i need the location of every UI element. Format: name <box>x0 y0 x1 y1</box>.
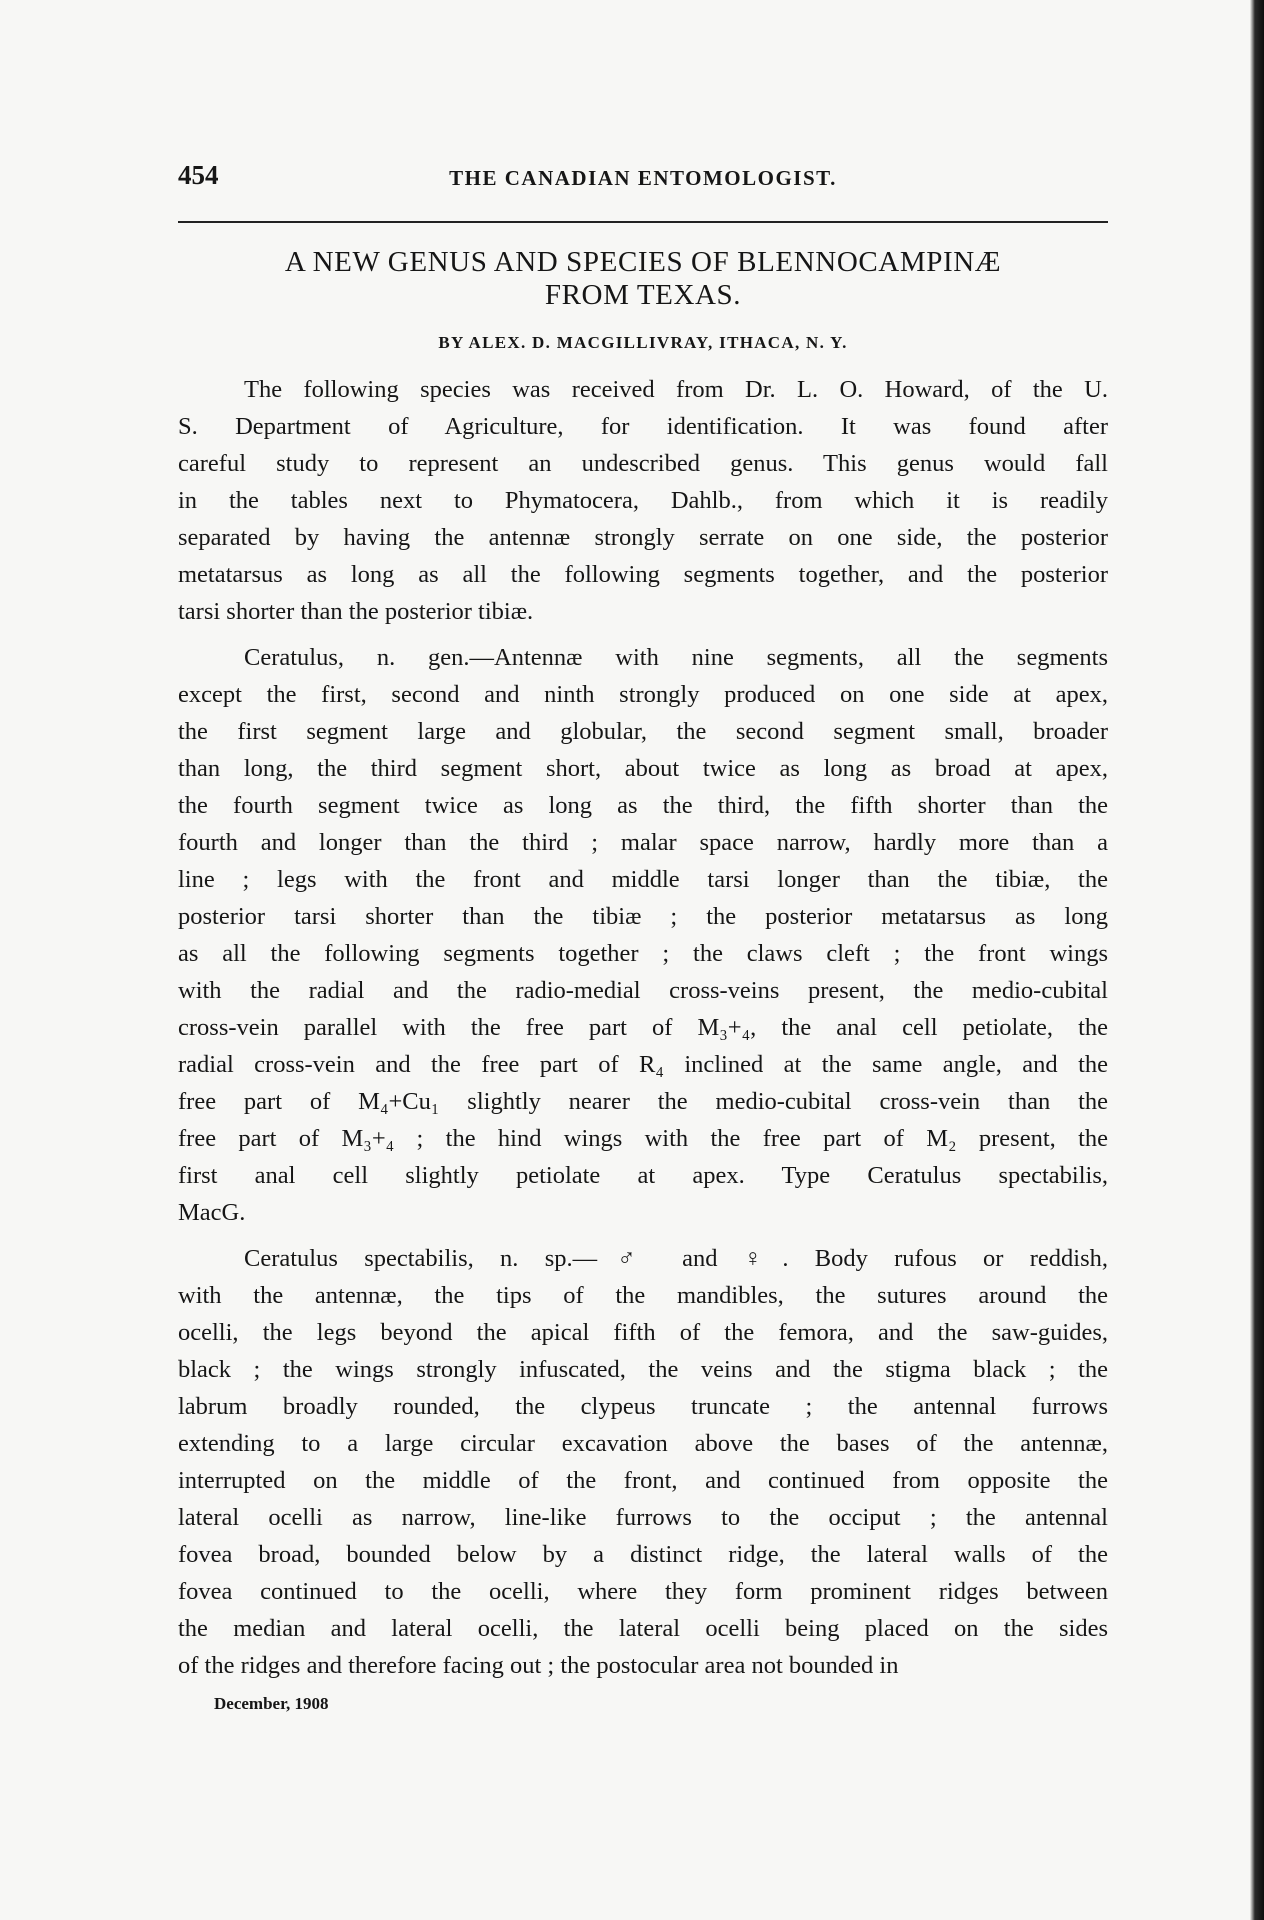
page-edge-shadow <box>1250 0 1264 1920</box>
text-line: fourth and longer than the third ; malar space narrow, hardly more than a <box>178 829 1108 856</box>
header-rule <box>178 221 1108 223</box>
paragraph-gap <box>178 630 1108 639</box>
text-line: the fourth segment twice as long as the third, the fifth shorter than the <box>178 792 1108 819</box>
paragraph <box>178 371 1108 630</box>
text-line: The following species was received from Dr. L. O. Howard, of the U. <box>244 376 1108 403</box>
text-line: interrupted on the middle of the front, and continued from opposite the <box>178 1467 1108 1494</box>
text-line: separated by having the antennæ strongly serrate on one side, the posterior <box>178 524 1108 551</box>
page-header <box>178 160 1108 200</box>
paragraph-gap <box>178 1231 1108 1240</box>
text-line: with the antennæ, the tips of the mandibles, the sutures around the <box>178 1282 1108 1309</box>
page-number: 454 <box>178 160 219 190</box>
paragraph <box>178 639 1108 1231</box>
text-line: black ; the wings strongly infuscated, the veins and the stigma black ; the <box>178 1356 1108 1383</box>
text-line: line ; legs with the front and middle tarsi longer than the tibiæ, the <box>178 866 1108 893</box>
text-line: lateral ocelli as narrow, line-like furrows to the occiput ; the antennal <box>178 1504 1108 1531</box>
text-line: the median and lateral ocelli, the lateral ocelli being placed on the sides <box>178 1615 1108 1642</box>
text-line: metatarsus as long as all the following segments together, and the posterior <box>178 561 1108 588</box>
running-head: THE CANADIAN ENTOMOLOGIST. <box>449 166 837 190</box>
article-title <box>178 246 1108 312</box>
text-line: with the radial and the radio-medial cross-veins present, the medio-cubital <box>178 977 1108 1004</box>
text-line: the first segment large and globular, the second segment small, broader <box>178 718 1108 745</box>
text-line: posterior tarsi shorter than the tibiæ ; the posterior metatarsus as long <box>178 903 1108 930</box>
text-line: careful study to represent an undescribed genus. This genus would fall <box>178 450 1108 477</box>
text-line: cross-vein parallel with the free part of M₃+₄, the anal cell petiolate, the <box>178 1014 1108 1041</box>
byline: BY ALEX. D. MACGILLIVRAY, ITHACA, N. Y. <box>438 333 848 352</box>
text-line: as all the following segments together ; the claws cleft ; the front wings <box>178 940 1108 967</box>
text-line: in the tables next to Phymatocera, Dahlb., from which it is readily <box>178 487 1108 514</box>
text-line: free part of M₃+₄ ; the hind wings with the free part of M₂ present, the <box>178 1125 1108 1152</box>
text-line: first anal cell slightly petiolate at apex. Type Ceratulus spectabilis, <box>178 1162 1108 1189</box>
text-line: fovea broad, bounded below by a distinct ridge, the lateral walls of the <box>178 1541 1108 1568</box>
text-line: free part of M₄+Cu₁ slightly nearer the medio-cubital cross-vein than the <box>178 1088 1108 1115</box>
article-body <box>178 371 1108 1684</box>
text-line: than long, the third segment short, about twice as long as broad at apex, <box>178 755 1108 782</box>
paragraph <box>178 1240 1108 1684</box>
text-line: ocelli, the legs beyond the apical fifth of the femora, and the saw-guides, <box>178 1319 1108 1346</box>
footer-date: December, 1908 <box>214 1694 329 1713</box>
text-line: labrum broadly rounded, the clypeus truncate ; the antennal furrows <box>178 1393 1108 1420</box>
text-line: radial cross-vein and the free part of R₄ inclined at the same angle, and the <box>178 1051 1108 1078</box>
text-line: except the first, second and ninth strongly produced on one side at apex, <box>178 681 1108 708</box>
text-line: Ceratulus spectabilis, n. sp.—♂ and ♀. Body rufous or reddish, <box>244 1245 1108 1272</box>
text-line: extending to a large circular excavation above the bases of the antennæ, <box>178 1430 1108 1457</box>
title-line-2: FROM TEXAS. <box>544 279 742 311</box>
text-line: fovea continued to the ocelli, where they form prominent ridges between <box>178 1578 1108 1605</box>
text-line: Ceratulus, n. gen.—Antennæ with nine segments, all the segments <box>244 644 1108 671</box>
text-line: S. Department of Agriculture, for identification. It was found after <box>178 413 1108 440</box>
text-line: of the ridges and therefore facing out ; the postocular area not bounded in <box>178 1652 899 1679</box>
title-line-1: A NEW GENUS AND SPECIES OF BLENNOCAMPINÆ <box>284 246 1002 278</box>
text-line: tarsi shorter than the posterior tibiæ. <box>178 598 534 625</box>
text-line: MacG. <box>178 1199 246 1226</box>
